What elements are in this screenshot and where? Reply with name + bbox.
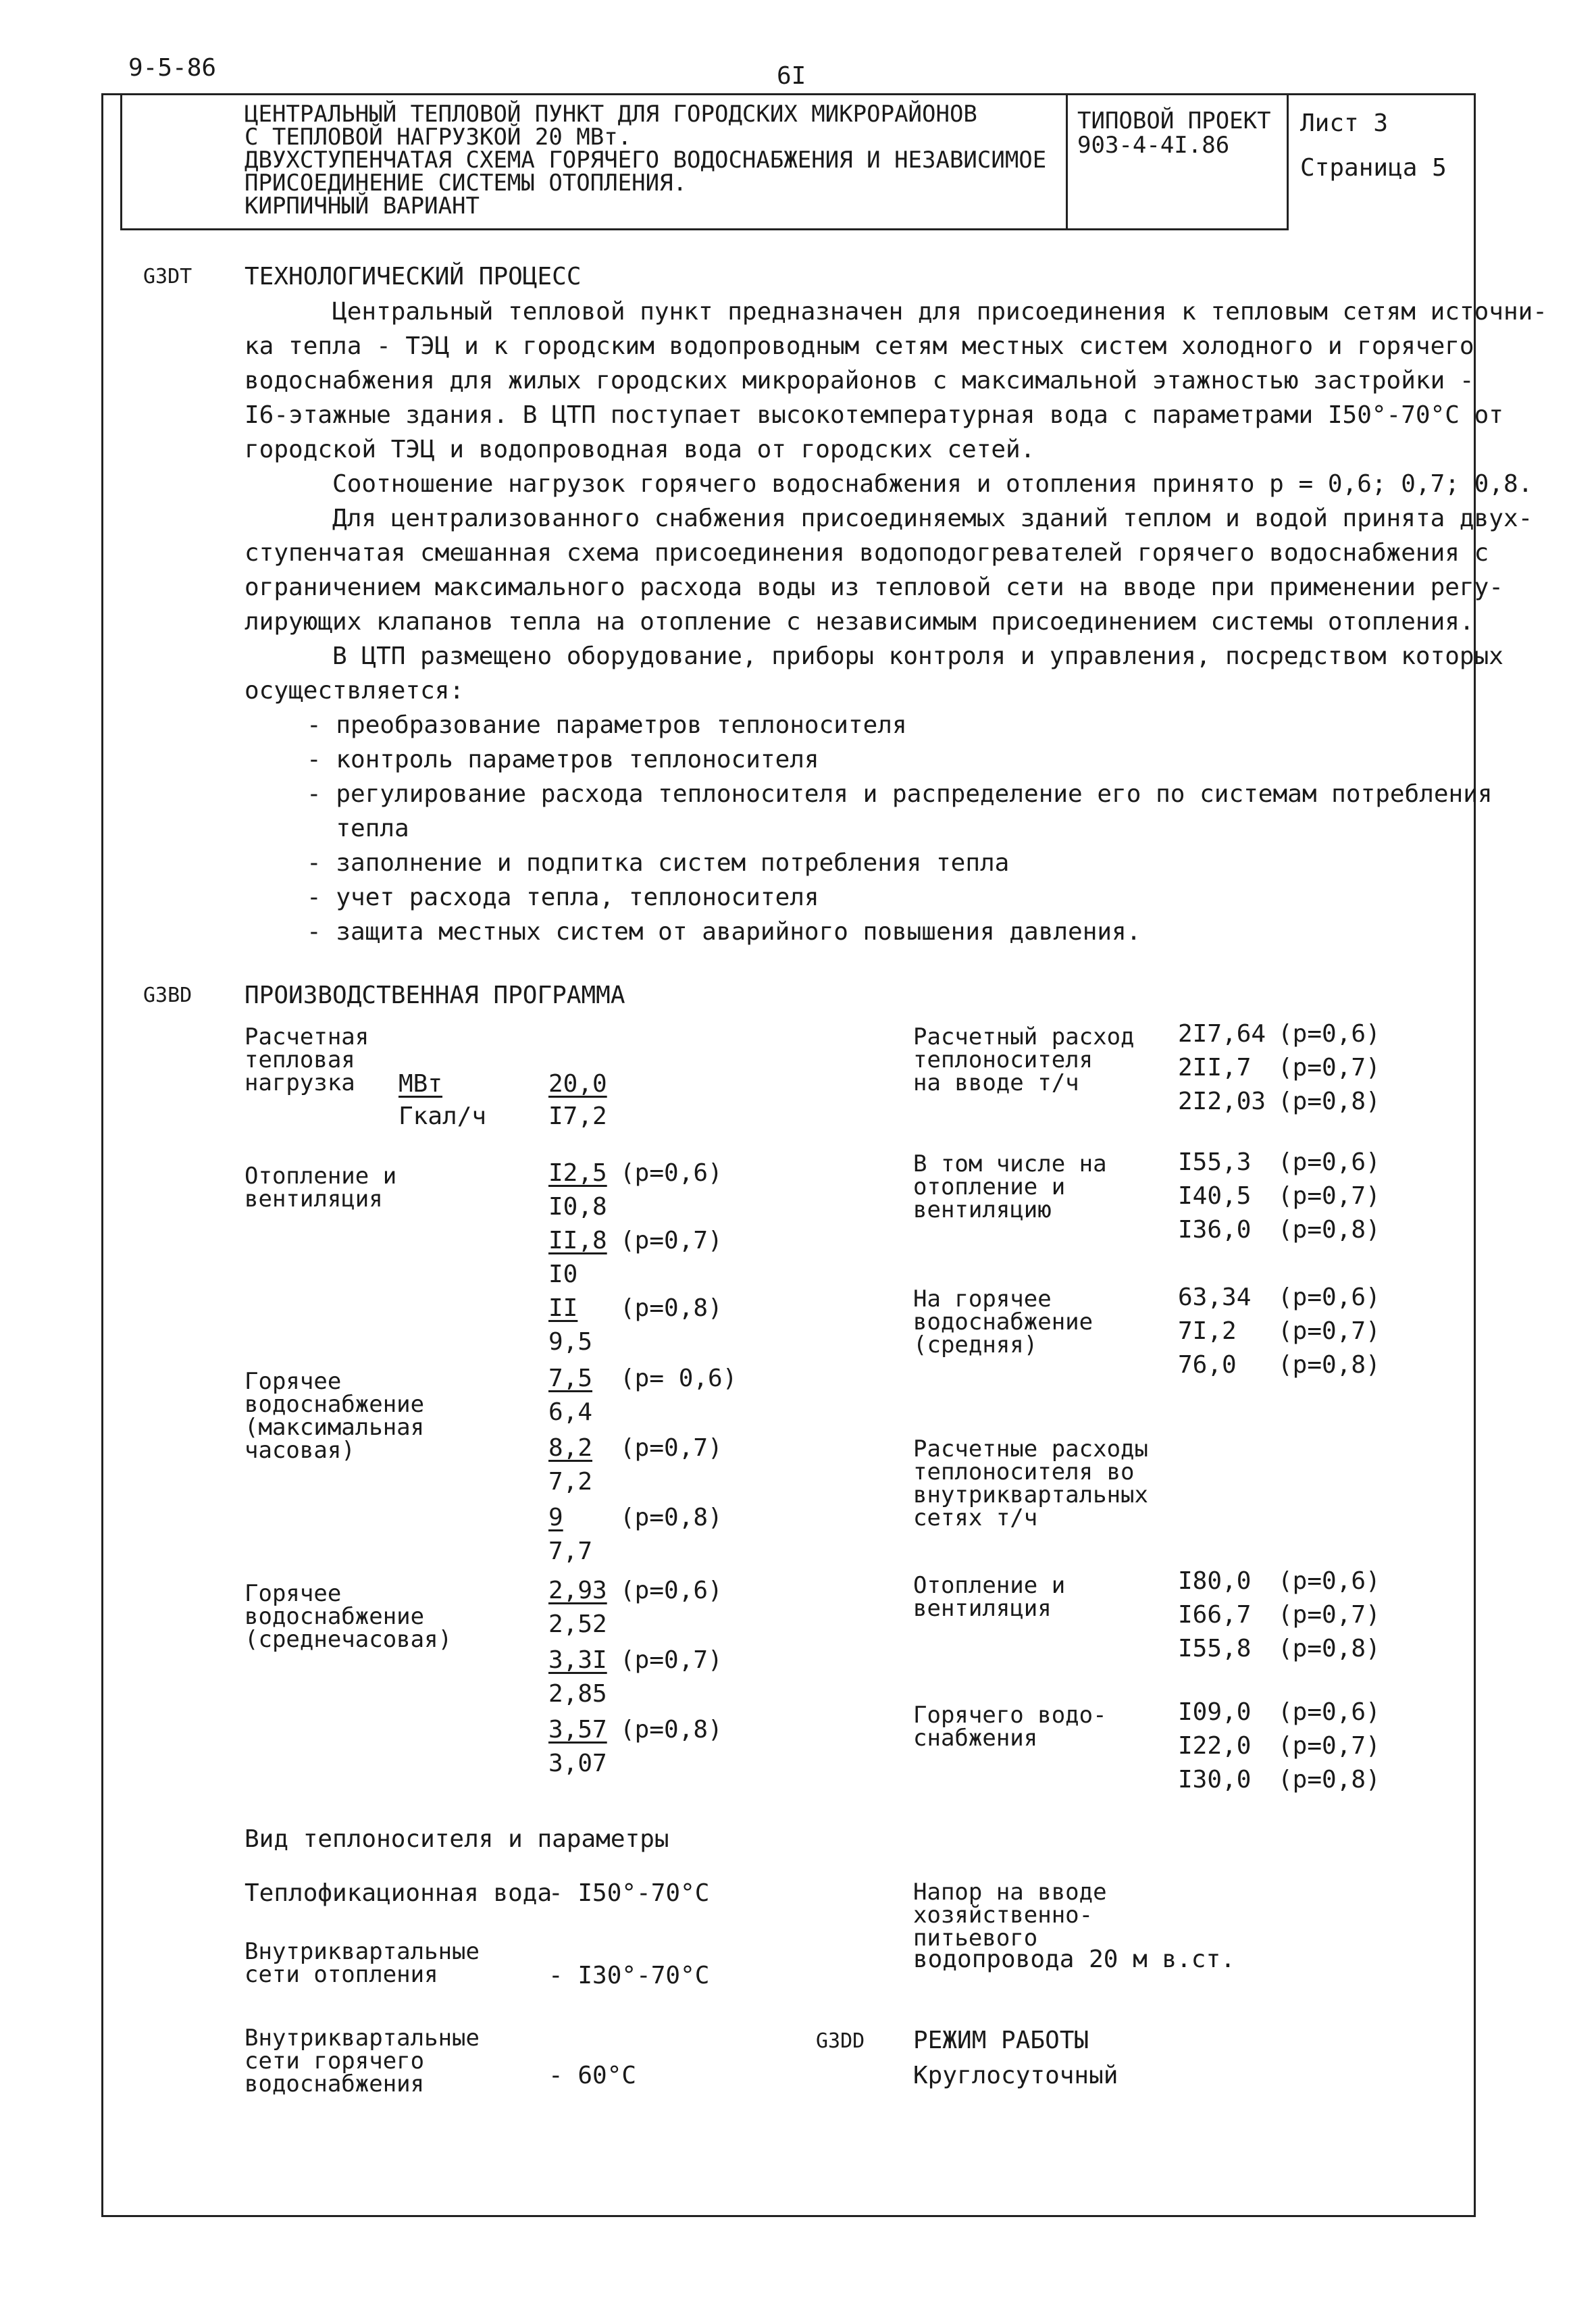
paragraph-line: Соотношение нагрузок горячего водоснабжения и отопления принято р = 0,6; 0,7; 0,8. <box>244 470 1533 498</box>
list-item: тепла <box>307 815 409 842</box>
heat-vent-label-1: Отопление и <box>913 1572 1066 1599</box>
title-line-5: КИРПИЧНЫЙ ВАРИАНТ <box>244 193 480 220</box>
heat-vent-label-2: вентиляция <box>913 1595 1052 1622</box>
intra-hw-label-2: сети горячего <box>244 2048 425 2075</box>
list-item: - преобразование параметров теплоносителя <box>307 711 907 739</box>
load-value-gcal: I7,2 <box>548 1102 607 1130</box>
intra-heat-label-1: Внутриквартальные <box>244 1938 480 1965</box>
flow-label-3: на вводе т/ч <box>913 1069 1079 1096</box>
value-primary: II,8 <box>548 1227 607 1254</box>
ratio-label: (р=0,8) <box>620 1294 723 1322</box>
flow-value: 63,34 <box>1178 1283 1252 1311</box>
ratio-label: (р=0,7) <box>620 1227 723 1254</box>
paragraph-line: Центральный тепловой пункт предназначен для присоединения к тепловым сетям источни- <box>244 298 1547 326</box>
section-heading-mode: РЕЖИМ РАБОТЫ <box>913 2027 1089 2054</box>
flow-value: I22,0 <box>1178 1732 1252 1760</box>
hw-avg-label-3: (среднечасовая) <box>244 1626 453 1653</box>
paragraph-line: ка тепла - ТЭЦ и к городским водопроводным сетям местных систем холодного и горячего <box>244 332 1474 360</box>
value-primary: II <box>548 1294 578 1322</box>
title-line-3: ДВУХСТУПЕНЧАТАЯ СХЕМА ГОРЯЧЕГО ВОДОСНАБЖЕНИЯ И НЕЗАВИСИМОЕ <box>244 147 1047 174</box>
pressure-label-4: водопровода 20 м в.ст. <box>913 1946 1235 1973</box>
ratio-label: (р=0,7) <box>1278 1054 1381 1082</box>
title-line-2: С ТЕПЛОВОЙ НАГРУЗКОЙ 20 МВт. <box>244 124 632 151</box>
intra-label-4: сетях т/ч <box>913 1504 1038 1531</box>
title-block-divider-2 <box>1287 93 1289 228</box>
ratio-label: (р=0,8) <box>1278 1635 1381 1662</box>
ratio-label: (р=0,7) <box>1278 1732 1381 1760</box>
value-primary: 3,57 <box>548 1716 607 1744</box>
title-block-divider-1 <box>1066 93 1068 228</box>
ratio-label: (р=0,7) <box>1278 1182 1381 1210</box>
value-primary: 3,3I <box>548 1646 607 1674</box>
intra-hw-value: - 60°С <box>548 2062 637 2089</box>
unit-gcal: Гкал/ч <box>398 1102 487 1130</box>
hw-max-label-2: водоснабжение <box>244 1391 425 1418</box>
paragraph-line: городской ТЭЦ и водопроводная вода от городских сетей. <box>244 436 1035 463</box>
flow-value: 2II,7 <box>1178 1054 1252 1082</box>
flow-label-1: Расчетный расход <box>913 1023 1135 1050</box>
heating-label-2: вентиляция <box>244 1186 383 1213</box>
value-secondary: I0,8 <box>548 1193 607 1221</box>
paragraph-line: В ЦТП размещено оборудование, приборы контроля и управления, посредством которых <box>244 642 1503 670</box>
pressure-label-2: хозяйственно- <box>913 1902 1093 1929</box>
intra-label-3: внутриквартальных <box>913 1481 1148 1508</box>
section-heading-tech-process: ТЕХНОЛОГИЧЕСКИЙ ПРОЦЕСС <box>244 263 582 290</box>
value-secondary: 7,2 <box>548 1468 593 1496</box>
list-item: - контроль параметров теплоносителя <box>307 746 819 773</box>
value-primary: 2,93 <box>548 1577 607 1604</box>
incl-label-2: отопление и <box>913 1173 1066 1200</box>
page-number: 6I <box>777 62 806 90</box>
incl-label-1: В том числе на <box>913 1150 1107 1177</box>
page-indicator: Страница 5 <box>1300 154 1447 182</box>
section-code-g3bd: G3BD <box>143 984 192 1007</box>
flow-value: 2I7,64 <box>1178 1020 1266 1048</box>
hw-avg-label-2: водоснабжение <box>244 1603 425 1630</box>
flow-value: I40,5 <box>1178 1182 1252 1210</box>
intra-heat-value: - I30°-70°С <box>548 1962 710 1989</box>
ratio-label: (р=0,8) <box>1278 1088 1381 1115</box>
project-number: 903-4-4I.86 <box>1077 132 1230 159</box>
ratio-label: (р=0,7) <box>620 1434 723 1462</box>
load-label-1: Расчетная <box>244 1023 369 1050</box>
flow-value: I66,7 <box>1178 1601 1252 1629</box>
intra-heat-label-2: сети отопления <box>244 1961 438 1988</box>
paragraph-line: ограничением максимального расхода воды из тепловой сети на вводе при применении регу- <box>244 574 1503 601</box>
ratio-label: (р=0,6) <box>1278 1148 1381 1176</box>
intra-label-1: Расчетные расходы <box>913 1435 1148 1463</box>
heating-label-1: Отопление и <box>244 1163 397 1190</box>
pressure-label-1: Напор на вводе <box>913 1879 1107 1906</box>
ratio-label: (р=0,6) <box>1278 1567 1381 1595</box>
ratio-label: (р= 0,6) <box>620 1365 738 1392</box>
value-primary: I2,5 <box>548 1159 607 1187</box>
flow-label-2: теплоносителя <box>913 1046 1093 1073</box>
paragraph-line: Для централизованного снабжения присоединяемых зданий теплом и водой принята двух- <box>244 505 1533 532</box>
ratio-label: (р=0,8) <box>1278 1216 1381 1244</box>
flow-value: I09,0 <box>1178 1698 1252 1726</box>
intra-hw-label-1: Внутриквартальные <box>244 2025 480 2052</box>
ratio-label: (р=0,7) <box>1278 1601 1381 1629</box>
intra-hw-label-3: водоснабжения <box>244 2070 425 2098</box>
ratio-label: (р=0,8) <box>620 1716 723 1744</box>
title-block-bottom-rule <box>120 228 1289 230</box>
flow-value: I36,0 <box>1178 1216 1252 1244</box>
hw-avg-label-1: Горячее <box>244 1580 342 1607</box>
value-secondary: 2,52 <box>548 1610 607 1638</box>
hw-max-label-1: Горячее <box>244 1368 342 1395</box>
value-primary: 9 <box>548 1504 563 1531</box>
paragraph-line: водоснабжения для жилых городских микрорайонов с максимальной этажностью застройки - <box>244 367 1474 395</box>
value-secondary: 2,85 <box>548 1680 607 1708</box>
value-secondary: 3,07 <box>548 1750 607 1777</box>
ratio-label: (р=0,6) <box>620 1577 723 1604</box>
title-line-1: ЦЕНТРАЛЬНЫЙ ТЕПЛОВОЙ ПУНКТ ДЛЯ ГОРОДСКИХ МИКРОРАЙОНОВ <box>244 101 977 128</box>
list-item: - учет расхода тепла, теплоносителя <box>307 884 819 911</box>
hw-supply-label-1: Горячего водо- <box>913 1702 1107 1729</box>
unit-mw: МВт <box>398 1070 443 1098</box>
load-label-3: нагрузка <box>244 1069 355 1096</box>
hw-supply-label-2: снабжения <box>913 1725 1038 1752</box>
document-date: 9-5-86 <box>128 54 217 82</box>
hot-label-1: На горячее <box>913 1286 1052 1313</box>
ratio-label: (р=0,8) <box>1278 1351 1381 1379</box>
ratio-label: (р=0,7) <box>1278 1317 1381 1345</box>
project-label: ТИПОВОЙ ПРОЕКТ <box>1077 107 1271 134</box>
title-line-4: ПРИСОЕДИНЕНИЕ СИСТЕМЫ ОТОПЛЕНИЯ. <box>244 170 688 197</box>
title-block-left-rule <box>120 93 122 228</box>
value-secondary: 7,7 <box>548 1537 593 1565</box>
ratio-label: (р=0,6) <box>1278 1020 1381 1048</box>
flow-value: I80,0 <box>1178 1567 1252 1595</box>
paragraph-line: I6-этажные здания. В ЦТП поступает высокотемпературная вода с параметрами I50°-70°С от <box>244 401 1503 429</box>
hw-max-label-3: (максимальная <box>244 1414 425 1441</box>
ratio-label: (р=0,6) <box>620 1159 723 1187</box>
operating-mode-value: Круглосуточный <box>913 2062 1118 2089</box>
flow-value: 2I2,03 <box>1178 1088 1266 1115</box>
district-water-label: Теплофикационная вода <box>244 1879 552 1907</box>
value-secondary: I0 <box>548 1261 578 1288</box>
hot-label-3: (средняя) <box>913 1331 1038 1358</box>
ratio-label: (р=0,6) <box>1278 1698 1381 1726</box>
value-secondary: 9,5 <box>548 1328 593 1356</box>
hw-max-label-4: часовая) <box>244 1437 355 1464</box>
flow-value: 76,0 <box>1178 1351 1237 1379</box>
ratio-label: (р=0,8) <box>1278 1766 1381 1794</box>
district-water-value: - I50°-70°С <box>548 1879 710 1907</box>
paragraph-line: лирующих клапанов тепла на отопление с независимым присоединением системы отопления. <box>244 608 1474 636</box>
section-code-g3dd: G3DD <box>816 2029 865 2053</box>
paragraph-line: ступенчатая смешанная схема присоединения водоподогревателей горячего водоснабжения с <box>244 539 1489 567</box>
params-heading: Вид теплоносителя и параметры <box>244 1825 669 1853</box>
load-value-mw: 20,0 <box>548 1070 607 1098</box>
list-item: - заполнение и подпитка систем потребления тепла <box>307 849 1010 877</box>
ratio-label: (р=0,6) <box>1278 1283 1381 1311</box>
list-item: - регулирование расхода теплоносителя и распределение его по системам потребления <box>307 780 1493 808</box>
hot-label-2: водоснабжение <box>913 1308 1093 1336</box>
flow-value: I55,3 <box>1178 1148 1252 1176</box>
section-heading-production: ПРОИЗВОДСТВЕННАЯ ПРОГРАММА <box>244 982 625 1009</box>
ratio-label: (р=0,7) <box>620 1646 723 1674</box>
value-primary: 8,2 <box>548 1434 593 1462</box>
ratio-label: (р=0,8) <box>620 1504 723 1531</box>
flow-value: 7I,2 <box>1178 1317 1237 1345</box>
value-secondary: 6,4 <box>548 1398 593 1426</box>
pressure-label-3: питьевого <box>913 1925 1038 1952</box>
sheet-number: Лист 3 <box>1300 109 1389 137</box>
list-item: - защита местных систем от аварийного повышения давления. <box>307 918 1141 946</box>
incl-label-3: вентиляцию <box>913 1196 1052 1223</box>
flow-value: I55,8 <box>1178 1635 1252 1662</box>
load-label-2: тепловая <box>244 1046 355 1073</box>
paragraph-line: осуществляется: <box>244 677 465 705</box>
section-code-g3dt: G3DT <box>143 265 192 288</box>
intra-label-2: теплоносителя во <box>913 1458 1135 1485</box>
value-primary: 7,5 <box>548 1365 593 1392</box>
flow-value: I30,0 <box>1178 1766 1252 1794</box>
